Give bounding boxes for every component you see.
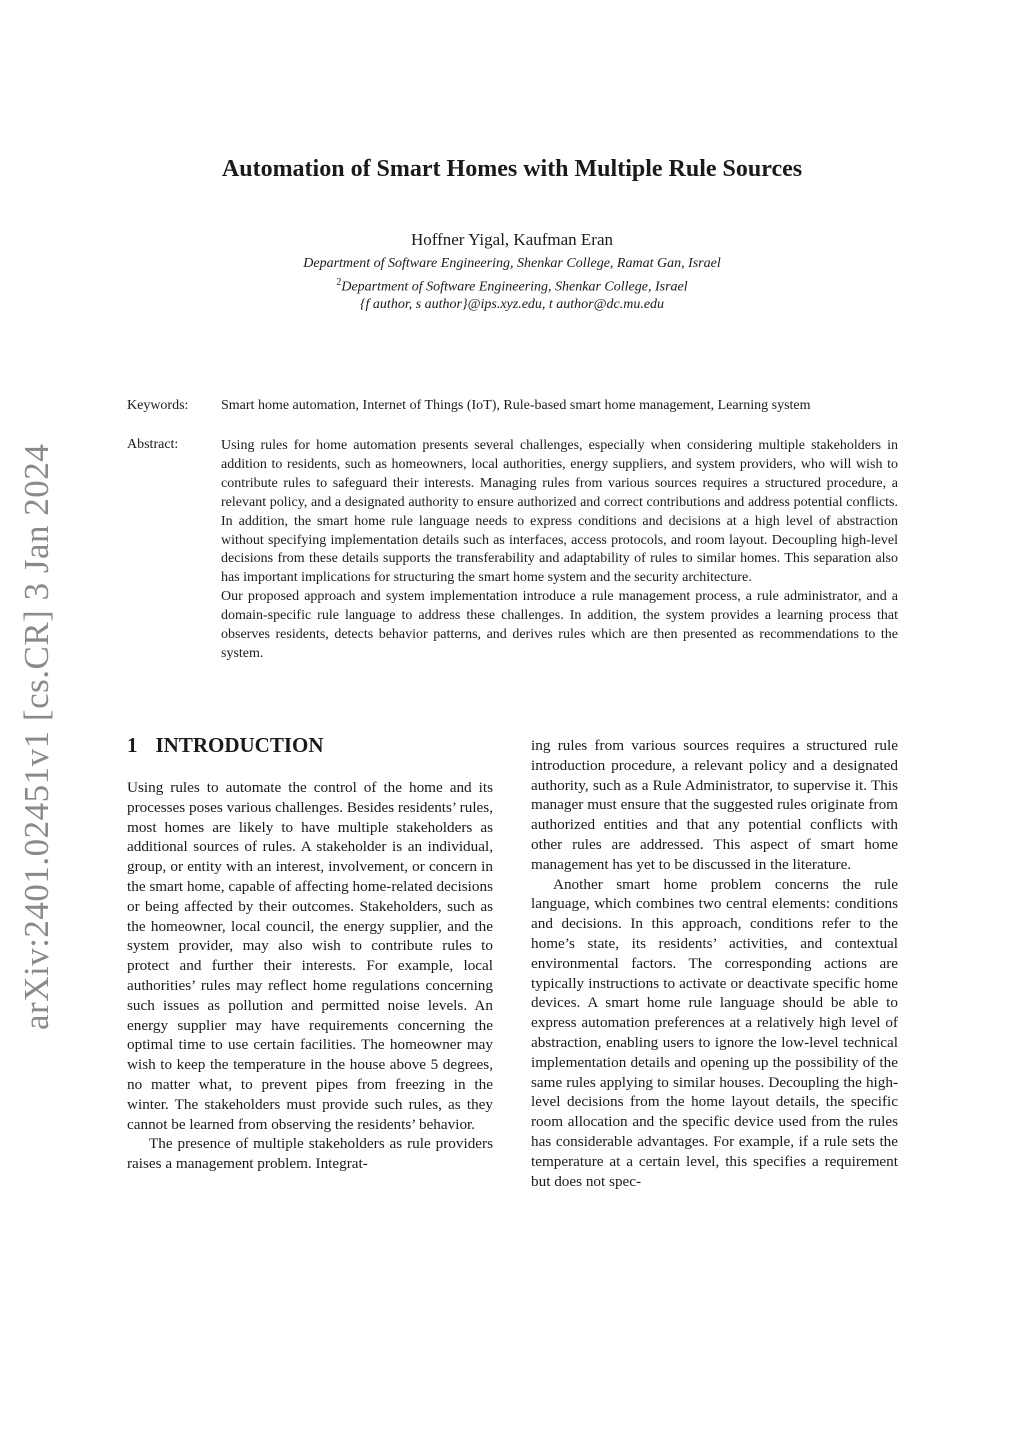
section-number: 1: [127, 733, 138, 757]
abstract-paragraph: Using rules for home automation presents several challenges, especially when considering multiple stakeholders in addition to residents, such as homeowners, local authorities, energy suppliers, and system providers, who will wish to contribute rules to safeguard their interests. Managing rules from various sources requires a structured procedure, a relevant policy, and a designated authority to ensure authorized and correct contributions and address potential conflicts. In addition, the smart home rule language needs to express conditions and decisions at a high level of abstraction without specifying implementation details such as interfaces, access protocols, and room layout. Decoupling high-level decisions from these details supports the transferability and adaptability of rules to similar homes. This separation also has important implications for structuring the smart home system and the security architecture.: [221, 438, 898, 586]
author-list: Hoffner Yigal, Kaufman Eran: [410, 230, 614, 249]
section-heading: [127, 733, 324, 758]
body-paragraph: Using rules to automate the control of the home and its processes poses various challenges. Besides residents’ rules, most homes are likely to have multiple stakeholders as additional sources of rules. A stakeholder is an individual, group, or entity with an interest, involvement, or concern in the smart home, capable of affecting home-related decisions or being affected by their outcomes. Stakeholders, such as the homeowner, local council, the energy supplier, and the system provider, may also wish to contribute rules to protect and further their interests. For example, local authorities’ rules may reflect home regulations concerning such issues as pollution and permitted noise levels. An energy supplier may have requirements concerning the optimal time to use certain facilities. The homeowner may wish to keep the temperature in the house above 5 degrees, no matter what, to prevent pipes from freezing in the winter. The stakeholders must provide such rules, as they cannot be learned from observing the residents’ behavior.: [127, 779, 493, 1133]
abstract-label: Abstract:: [127, 437, 179, 452]
affiliation-mark: 2: [336, 277, 342, 288]
body-paragraph: Another smart home problem concerns the rule language, which combines two central elements: conditions and decisions. In this approach, conditions refer to the home’s state, its residents’ activities, and contextual environmental factors. The corresponding actions are typically instructions to activate or deactivate specific home devices. A smart home rule language should be able to express automation preferences at a relatively high level of abstraction, enabling users to ignore the low-level technical implementation details and opening up the possibility of the same rules applying to similar houses. Decoupling the high-level decisions from the home layout details, the specific room allocation and the specific device used from the rules has considerable advantages. For example, if a rule sets the temperature at a certain level, this specifies a requirement but does not spec-: [531, 875, 898, 1190]
affiliation-2-text: Department of Software Engineering, Shenkar College, Israel: [341, 279, 688, 295]
abstract-paragraph: Our proposed approach and system implementation introduce a rule management process, a rule administrator, and a domain-specific rule language to address these challenges. In addition, the system provides a learning process that observes residents, detects behavior patterns, and derives rules which are then presented as recommendations to the system.: [221, 589, 898, 661]
body-paragraph: ing rules from various sources requires a structured rule introduction procedure, a relevant policy and a designated authority, such as a Rule Administrator, to supervise it. This manager must ensure that the suggested rules originate from authorized entities and that any potential conflicts with other rules are addressed. This aspect of smart home management has yet to be discussed in the literature.: [531, 737, 898, 873]
section-title: INTRODUCTION: [155, 733, 324, 757]
affiliation-1: Department of Software Engineering, Shenkar College, Ramat Gan, Israel: [303, 256, 721, 271]
abstract-body: [221, 437, 898, 664]
right-column: [531, 736, 898, 1191]
paper-title: Automation of Smart Homes with Multiple Rule Sources: [221, 156, 803, 182]
affiliation-2: [0, 277, 1024, 296]
arxiv-identifier: arXiv:2401.02451v1 [cs.CR] 3 Jan 2024: [17, 443, 56, 1030]
left-column: [127, 778, 493, 1174]
keywords-label: Keywords:: [127, 398, 189, 413]
body-paragraph: The presence of multiple stakeholders as rule providers raises a management problem. Integrat-: [127, 1135, 493, 1173]
author-emails: {f author, s author}@ips.xyz.edu, t author@dc.mu.edu: [359, 297, 665, 312]
keywords-text: Smart home automation, Internet of Things (IoT), Rule-based smart home management, Learning system: [221, 398, 811, 413]
